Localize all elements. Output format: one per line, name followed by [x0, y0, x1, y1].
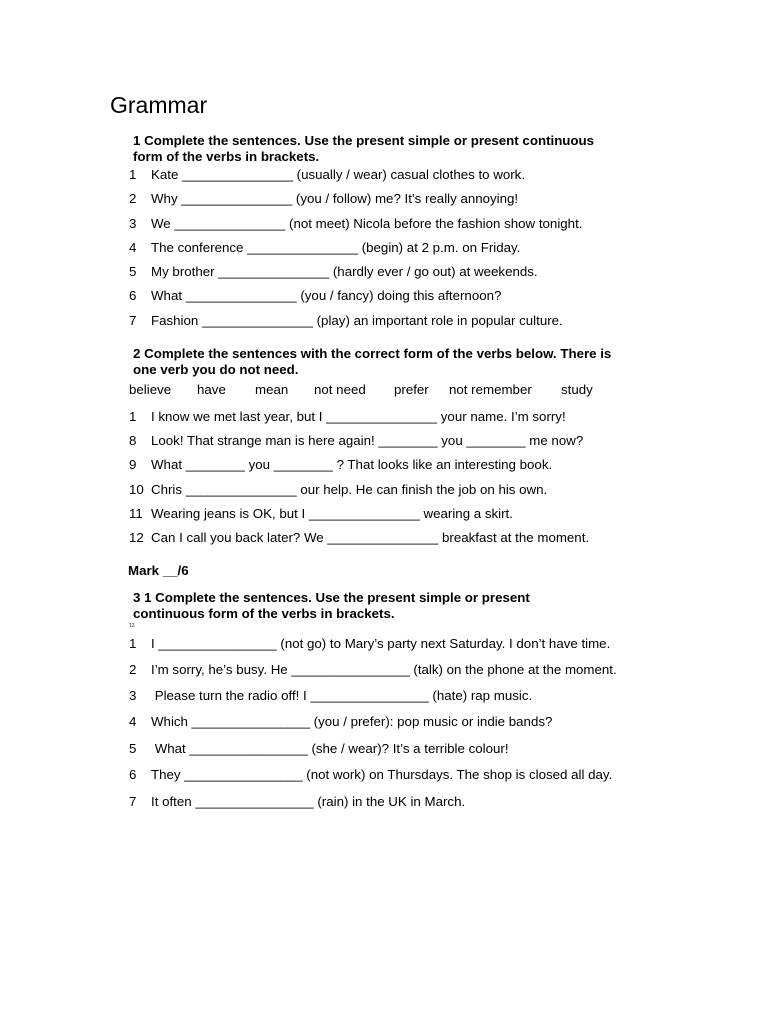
section-1-item [129, 167, 526, 183]
item-number: 11 [129, 506, 143, 521]
item-text: I know we met last year, but I _______________ your name. I’m sorry! [151, 409, 566, 424]
item-number: 4 [129, 240, 137, 255]
item-text: The conference _______________ (begin) at 2 p.m. on Friday. [151, 240, 521, 255]
item-number: 1 [129, 409, 137, 424]
word-bank-item: study [561, 382, 593, 397]
section-1-item [129, 264, 538, 280]
section-1-heading [133, 133, 594, 165]
section-1-item [129, 313, 563, 329]
item-text: What ________________ (she / wear)? It’s a terrible colour! [151, 741, 509, 756]
item-text: Wearing jeans is OK, but I _______________ wearing a skirt. [151, 506, 513, 521]
item-text: Can I call you back later? We _______________ breakfast at the moment. [151, 530, 590, 545]
item-number: 9 [129, 457, 137, 472]
item-number: 5 [129, 741, 137, 756]
item-number: 1 [129, 167, 137, 182]
section-3-item [129, 741, 509, 757]
item-number: 10 [129, 482, 144, 497]
section-2-heading-line-1: 2 Complete the sentences with the correct form of the verbs below. There is [133, 346, 612, 361]
item-text: Fashion _______________ (play) an important role in popular culture. [151, 313, 563, 328]
item-text: Look! That strange man is here again! ________ you ________ me now? [151, 433, 584, 448]
word-bank-item: have [197, 382, 226, 397]
item-text: I’m sorry, he’s busy. He ________________ (talk) on the phone at the moment. [151, 662, 617, 677]
section-1-item [129, 288, 502, 304]
section-2-item [129, 433, 584, 449]
section-2-heading-line-2: one verb you do not need. [133, 362, 299, 377]
section-1-item [129, 240, 521, 256]
item-text: My brother _______________ (hardly ever / go out) at weekends. [151, 264, 538, 279]
item-number: 3 [129, 216, 137, 231]
section-3-item [129, 794, 466, 810]
item-number: 7 [129, 313, 137, 328]
section-3-heading [133, 590, 530, 622]
word-bank-item: prefer [394, 382, 429, 397]
item-text: Please turn the radio off! I ________________ (hate) rap music. [151, 688, 533, 703]
item-number: 6 [129, 288, 137, 303]
section-3-item [129, 714, 553, 730]
item-number: 3 [129, 688, 137, 703]
item-number: 12 [129, 530, 144, 545]
section-3-item [129, 636, 611, 652]
item-text: What ________ you ________ ? That looks like an interesting book. [151, 457, 553, 472]
section-3-item [129, 662, 617, 678]
section-1-item [129, 191, 519, 207]
item-text: They ________________ (not work) on Thursdays. The shop is closed all day. [151, 767, 613, 782]
item-number: 4 [129, 714, 137, 729]
item-text: What _______________ (you / fancy) doing this afternoon? [151, 288, 502, 303]
item-number: 6 [129, 767, 137, 782]
item-text: I ________________ (not go) to Mary’s party next Saturday. I don’t have time. [151, 636, 611, 651]
item-number: 7 [129, 794, 137, 809]
item-text: We _______________ (not meet) Nicola before the fashion show tonight. [151, 216, 583, 231]
item-number: 8 [129, 433, 137, 448]
section-2-item [129, 530, 590, 546]
item-number: 2 [129, 662, 137, 677]
section-1-heading-line-2: form of the verbs in brackets. [133, 149, 320, 164]
section-2-item [129, 506, 513, 522]
item-text: Chris _______________ our help. He can finish the job on his own. [151, 482, 548, 497]
page-title: Grammar [110, 92, 208, 118]
section-3-heading-line-1: 3 1 Complete the sentences. Use the present simple or present [133, 590, 530, 605]
item-text: Why _______________ (you / follow) me? It’s really annoying! [151, 191, 519, 206]
word-bank-item: believe [129, 382, 172, 397]
word-bank-item: not need [314, 382, 366, 397]
section-3-heading-line-2: continuous form of the verbs in brackets. [133, 606, 395, 621]
section-2-item [129, 409, 566, 425]
item-number: 5 [129, 264, 137, 279]
tiny-marker: 13 [129, 623, 135, 629]
section-2-item [129, 482, 548, 498]
item-text: It often ________________ (rain) in the UK in March. [151, 794, 466, 809]
item-text: Which ________________ (you / prefer): pop music or indie bands? [151, 714, 553, 729]
item-number: 1 [129, 636, 137, 651]
item-number: 2 [129, 191, 137, 206]
section-1-item [129, 216, 583, 232]
section-3-item [129, 767, 613, 783]
item-text: Kate _______________ (usually / wear) casual clothes to work. [151, 167, 526, 182]
section-2-heading [133, 346, 611, 378]
mark-score: Mark __/6 [128, 563, 189, 578]
section-2-item [129, 457, 553, 473]
section-3-item [129, 688, 533, 704]
section-1-heading-line-1: 1 Complete the sentences. Use the present simple or present continuous [133, 133, 595, 148]
word-bank-item: not remember [449, 382, 532, 397]
word-bank-item: mean [255, 382, 289, 397]
verb-word-bank [129, 382, 593, 397]
